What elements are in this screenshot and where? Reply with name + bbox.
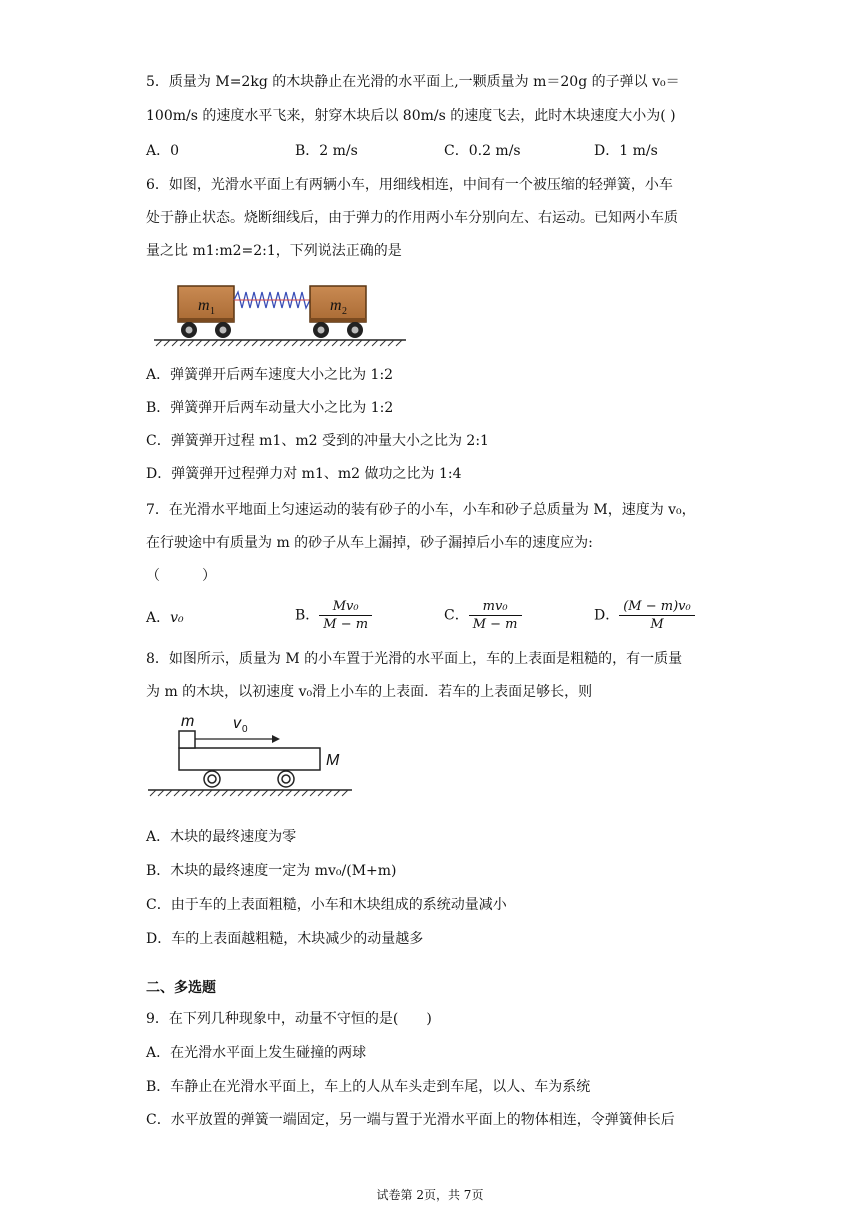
q8-option-a: A．木块的最终速度为零	[146, 829, 297, 845]
q7-option-c-letter: C．	[444, 607, 469, 624]
velocity-label: v	[233, 715, 241, 732]
q6-line-3: 量之比 m1:m2=2:1，下列说法正确的是	[146, 243, 402, 259]
q7-option-d-numerator: (M − m)v₀	[619, 598, 695, 616]
q7-option-b-numerator: Mv₀	[319, 598, 372, 616]
q7-option-b-denominator: M − m	[323, 617, 369, 632]
velocity-subscript: 0	[242, 724, 248, 735]
q9-line-1: 9．在下列几种现象中，动量不守恒的是( )	[146, 1011, 432, 1027]
page-footer: 试卷第 2页，共 7页	[376, 1188, 484, 1202]
block-mass-label: m	[181, 713, 195, 730]
q7-option-a-value: v₀	[170, 610, 184, 626]
q7-blank: （ ）	[146, 568, 216, 584]
q7-option-c	[444, 598, 522, 633]
cart-body	[179, 748, 320, 770]
cart-m2-subscript: 2	[342, 306, 347, 317]
q7-option-b	[295, 598, 372, 633]
q5-line-1: 5．质量为 M=2kg 的木块静止在光滑的水平面上,一颗质量为 m＝20g 的子弹以 v₀＝	[146, 74, 680, 90]
q8-line-1: 8．如图所示，质量为 M 的小车置于光滑的水平面上，车的上表面是粗糙的，有一质量	[146, 651, 683, 667]
q8-option-c: C．由于车的上表面粗糙，小车和木块组成的系统动量减小	[146, 897, 507, 913]
q6-option-d: D．弹簧弹开过程弹力对 m1、m2 做功之比为 1:4	[146, 466, 462, 482]
q7-option-a	[146, 608, 184, 628]
q7-option-d	[594, 598, 695, 633]
cart-wheels	[204, 771, 294, 787]
q7-option-c-fraction	[469, 598, 522, 633]
q6-option-b: B．弹簧弹开后两车动量大小之比为 1:2	[146, 400, 394, 416]
q7-option-b-letter: B．	[295, 607, 320, 624]
block-on-cart-figure	[146, 708, 356, 802]
q5-option-a: A．0	[146, 143, 180, 159]
q8-option-d: D．车的上表面越粗糙，木块减少的动量越多	[146, 931, 424, 947]
cart-mass-label: M	[326, 752, 340, 769]
q6-option-c: C．弹簧弹开过程 m1、m2 受到的冲量大小之比为 2:1	[146, 433, 489, 449]
q7-line-2: 在行驶途中有质量为 m 的砂子从车上漏掉，砂子漏掉后小车的速度应为:	[146, 535, 593, 551]
q5-option-b: B．2 m/s	[295, 143, 358, 159]
q6-line-2: 处于静止状态。烧断细线后，由于弹力的作用两小车分别向左、右运动。已知两小车质	[146, 210, 678, 226]
q7-option-c-denominator: M − m	[472, 617, 518, 632]
cart-m1-subscript: 1	[210, 306, 215, 317]
q8-line-2: 为 m 的木块，以初速度 v₀滑上小车的上表面．若车的上表面足够长，则	[146, 684, 593, 700]
q7-option-a-letter: A．	[146, 610, 171, 626]
q5-option-d: D．1 m/s	[594, 143, 658, 159]
cart-m1-label: m	[198, 297, 210, 314]
q7-option-d-letter: D．	[594, 607, 620, 624]
two-carts-spring-figure	[150, 280, 410, 352]
cart-m2-label: m	[330, 297, 342, 314]
q9-option-b: B．车静止在光滑水平面上，车上的人从车头走到车尾，以人、车为系统	[146, 1079, 591, 1095]
block-m	[179, 731, 195, 748]
q5-option-c: C．0.2 m/s	[444, 143, 521, 159]
section-heading-multiple-choice: 二、多选题	[146, 980, 216, 996]
q6-option-a: A．弹簧弹开后两车速度大小之比为 1:2	[146, 367, 394, 383]
q8-option-b: B．木块的最终速度一定为 mv₀/(M+m)	[146, 863, 397, 879]
q9-option-c: C．水平放置的弹簧一端固定，另一端与置于光滑水平面上的物体相连，令弹簧伸长后	[146, 1112, 675, 1128]
q7-option-d-fraction	[619, 598, 695, 633]
q7-option-b-fraction	[319, 598, 372, 633]
q9-option-a: A．在光滑水平面上发生碰撞的两球	[146, 1045, 367, 1061]
q7-option-c-numerator: mv₀	[469, 598, 522, 616]
q5-line-2: 100m/s 的速度水平飞来，射穿木块后以 80m/s 的速度飞去，此时木块速度大小为( )	[146, 108, 676, 124]
q6-line-1: 6．如图，光滑水平面上有两辆小车，用细线相连，中间有一个被压缩的轻弹簧，小车	[146, 177, 673, 193]
q7-line-1: 7．在光滑水平地面上匀速运动的装有砂子的小车，小车和砂子总质量为 M，速度为 v₀，	[146, 502, 696, 518]
q7-option-d-denominator: M	[650, 617, 664, 632]
